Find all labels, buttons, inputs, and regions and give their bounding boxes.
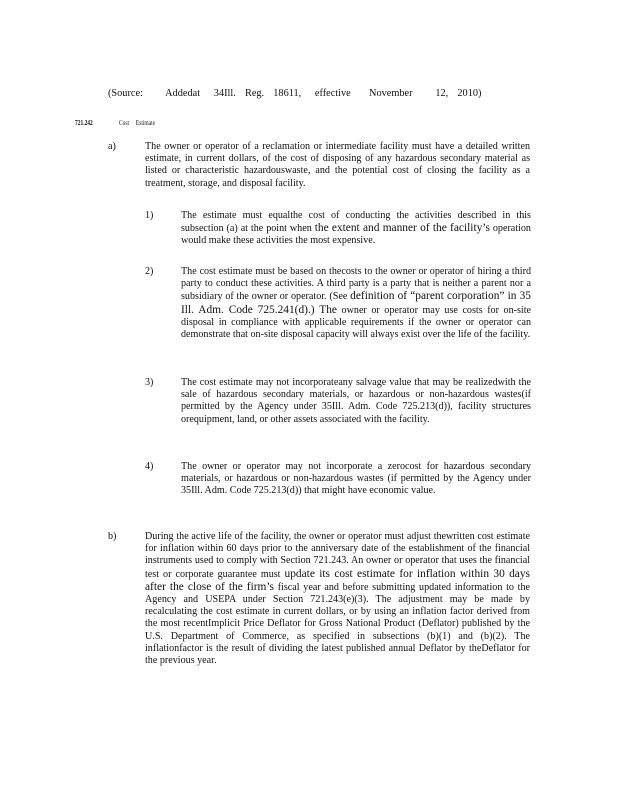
- subsection-a-label: a): [108, 141, 116, 152]
- subsection-a2-text-part2: owner or operator may use costs for on-site disposal in compliance with applicable requirements if the owner or operator can demonstrate that on-site disposal capacity will always exist over the life of the facility.: [181, 304, 531, 341]
- subsection-a4-text: The owner or operator may not incorporate a zerocost for hazardous secondary materials, or hazardous or non-hazardous wastes (if permitted by the Agency under 35Ill. Adm. Code 725.213(d)) that might have economic value.: [181, 461, 531, 497]
- subsection-b-label: b): [108, 531, 117, 542]
- subsection-b-text-part2: fiscal year and before submitting updated information to the Agency and USEPA under Section 721.243(e)(3). The adjustment may be made by recalculating the cost estimate in current dollars, or by using an inflation factor derived from the most recentImplicit Price Deflator for Gross National Product (Deflator) published by the U.S. Department of Commerce, as specified in subsections (b)(1) and (b)(2). The inflationfactor is the result of dividing the latest published annual Deflator by theDeflator for the previous year.: [145, 581, 530, 667]
- subsection-a1-text-part1: The estimate must equalthe cost of conducting the activities described in this subsection (a) at the point when: [181, 210, 531, 235]
- subsection-a2-text: [181, 266, 531, 341]
- subsection-a-text: The owner or operator of a reclamation or intermediate facility must have a detailed written estimate, in current dollars, of the cost of disposing of any hazardous secondary material as listed or characteristic hazardouswaste, and the potential cost of closing the facility as a treatment, storage, and disposal facility.: [145, 141, 530, 189]
- subsection-a1-text: [181, 210, 531, 248]
- subsection-a1-text-part2: operation would make these activities the most expensive.: [181, 223, 531, 247]
- subsection-a4-label: 4): [145, 461, 154, 472]
- subsection-a2-text-part1: The cost estimate must be based on thecosts to the owner or operator of hiring a third party to conduct these activities. A third party is a party that is neither a parent nor a subsidiary of the owner or operator. (See: [181, 266, 531, 303]
- subsection-b-text-emphasis: update its cost estimate for inflation within 30 days after the close of the firm’s: [145, 567, 530, 593]
- section-title: Cost Estimate: [119, 118, 155, 127]
- subsection-b-text-part1: During the active life of the facility, the owner or operator must adjust thewritten cost estimate for inflation within 60 days prior to the anniversary date of the establishment of the financial instruments used to comply with Section 721.243. An owner or operator that uses the financial test or corporate guarantee must: [145, 531, 530, 580]
- subsection-a2-text-emphasis: definition of “parent corporation” in 35 Ill. Adm. Code 725.241(d).) The: [181, 290, 531, 316]
- subsection-b-text: [145, 531, 530, 667]
- subsection-a3-label: 3): [145, 377, 154, 388]
- source-note: (Source: Addedat 34Ill. Reg. 18611, effective November 12, 2010): [108, 88, 482, 99]
- subsection-a1-text-emphasis: the extent and manner of the facility’s: [314, 222, 490, 235]
- subsection-a2-label: 2): [145, 266, 154, 277]
- section-number: 721.242: [75, 118, 93, 127]
- subsection-a3-text: The cost estimate may not incorporateany salvage value that may be realizedwith the sale of hazardous secondary materials, or hazardous or non-hazardous wastes(if permitted by the Agency under 35Ill. Adm. Code 725.213(d)), facility structures orequipment, land, or other assets associated with the facility.: [181, 377, 531, 425]
- subsection-a1-label: 1): [145, 210, 154, 221]
